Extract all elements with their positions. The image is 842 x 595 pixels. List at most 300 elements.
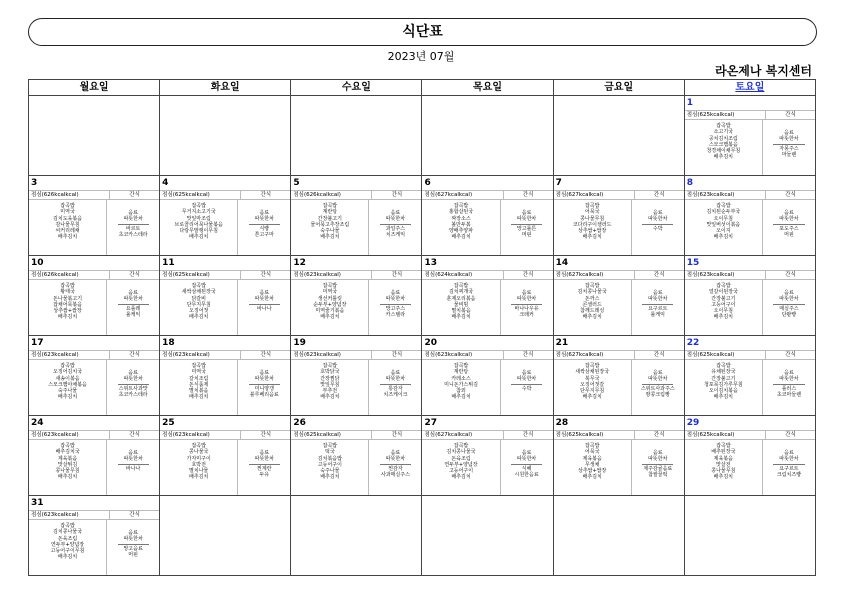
snack-menu	[763, 440, 815, 495]
snack-item: 두유	[259, 471, 270, 478]
menu-item: 배추김치	[713, 234, 733, 241]
menu-title: 식단표	[28, 18, 817, 46]
day-cell	[553, 176, 684, 256]
snack-item: 바나나	[125, 465, 141, 472]
day-number: 6	[422, 176, 552, 191]
menu-item: 떡국	[325, 449, 335, 456]
snack-item: 과일주스	[385, 225, 406, 232]
snack-label: 간식	[260, 192, 272, 198]
snack-label: 간식	[391, 192, 403, 198]
menu-item: 잡곡밥	[60, 203, 75, 209]
snack-divider	[118, 464, 149, 465]
snack-item: 음료	[784, 450, 794, 456]
menu-item: 물비빔	[453, 301, 469, 308]
menu-item: 돈나물볶고기	[53, 295, 83, 302]
menu-item: 배추김치	[57, 474, 78, 481]
menu-item: 배추김치	[57, 314, 78, 321]
day-number: 27	[422, 416, 552, 431]
menu-item: 감나물무침	[55, 221, 80, 228]
day-number: 11	[160, 256, 290, 271]
lunch-calorie-label: 점심(623kcalkcal)	[685, 191, 766, 199]
lunch-menu	[29, 520, 107, 575]
lunch-calorie-label: 점심(626kcalkcal)	[29, 271, 110, 279]
snack-divider	[642, 464, 673, 465]
lunch-calorie-label: 점심(627kcalkcal)	[554, 351, 635, 359]
day-cell	[684, 336, 815, 416]
menu-item: 배추김치	[451, 234, 471, 241]
menu-item: 미역국	[191, 369, 206, 376]
menu-item: 오이지	[716, 228, 731, 235]
empty-day-cell	[684, 496, 815, 576]
snack-label: 간식	[785, 192, 796, 198]
menu-item: 잡곡밥	[191, 363, 206, 369]
menu-item: 다랑무말랭이무침	[179, 228, 219, 235]
empty-day-cell	[160, 96, 291, 176]
snack-item: 따뜻한차	[385, 376, 406, 383]
menu-item: 김치된순두부국	[706, 209, 741, 216]
lunch-calorie-label: 점심(625kcalkcal)	[291, 431, 372, 439]
snack-label: 간식	[391, 272, 403, 278]
menu-item: 배추김치	[713, 394, 733, 401]
menu-item: 소고기국	[713, 129, 733, 136]
menu-item: 잡곡밥	[453, 443, 469, 449]
snack-item: 롤케익	[125, 311, 141, 318]
weekday-header: 수요일	[291, 80, 422, 96]
snack-item: 초코마들렌	[776, 391, 802, 398]
weekday-header: 금요일	[553, 80, 684, 96]
menu-item: 어묵국	[584, 209, 600, 216]
lunch-menu	[291, 440, 369, 495]
lunch-menu	[160, 200, 238, 255]
day-number: 26	[291, 416, 421, 431]
snack-divider	[511, 384, 542, 385]
snack-menu	[369, 360, 421, 415]
day-cell	[29, 176, 160, 256]
lunch-menu	[685, 280, 763, 335]
snack-item: 바나나	[257, 305, 272, 312]
menu-item: 단무지무침	[186, 301, 211, 308]
snack-item: 따뜻한차	[648, 296, 668, 303]
snack-item: 따뜻한차	[516, 376, 537, 383]
lunch-calorie-label: 점심(625kcalkcal)	[554, 431, 635, 439]
snack-item: 찐계란	[257, 465, 272, 472]
week-row	[29, 176, 816, 256]
menu-item: 상추쌈+쌈장	[53, 308, 82, 315]
snack-item: 망고롤튼	[516, 225, 537, 232]
snack-item: 요플레	[125, 305, 141, 312]
snack-item: 음료	[652, 210, 663, 216]
lunch-menu	[685, 200, 763, 255]
day-number: 13	[422, 256, 552, 271]
day-cell	[160, 416, 291, 496]
snack-item: 따뜻한차	[254, 296, 274, 303]
menu-item: 콩나물무침	[580, 215, 605, 222]
snack-item: 머핀	[784, 231, 794, 238]
menu-item: 연두부+양념장	[50, 541, 85, 548]
day-cell	[160, 336, 291, 416]
lunch-menu	[29, 280, 107, 335]
menu-item: 잡곡밥	[453, 203, 469, 209]
lunch-calorie-label: 점심(623kcalkcal)	[29, 511, 110, 519]
menu-item: 숙주나물	[57, 388, 78, 395]
snack-item: 음료	[259, 290, 270, 296]
menu-item: 숙주나물	[320, 228, 340, 235]
snack-label: 간식	[522, 352, 534, 358]
lunch-menu	[554, 280, 632, 335]
menu-item: 배추김치	[582, 314, 602, 321]
lunch-menu	[554, 360, 632, 415]
day-cell	[291, 256, 422, 336]
snack-label: 간식	[129, 352, 140, 358]
lunch-menu	[160, 440, 238, 495]
menu-item: 참외	[456, 388, 466, 395]
lunch-calorie-label: 점심(623kcalkcal)	[291, 351, 372, 359]
snack-item: 음료	[128, 210, 138, 216]
snack-item: 따뜻한차	[254, 376, 274, 383]
snack-divider	[118, 224, 149, 225]
day-cell	[160, 256, 291, 336]
snack-menu	[107, 200, 159, 255]
menu-item: 배추김치	[320, 394, 340, 401]
day-cell	[29, 416, 160, 496]
day-number: 18	[160, 336, 290, 351]
snack-item: 수박	[521, 385, 532, 392]
snack-label: 간식	[260, 272, 272, 278]
snack-menu	[632, 440, 684, 495]
menu-item: 상추쌈+쌈장	[578, 228, 607, 235]
lunch-menu	[422, 200, 500, 255]
snack-item: 음료	[784, 210, 794, 216]
menu-item: 양배추양파	[448, 228, 474, 235]
lunch-calorie-label: 점심(627kcalkcal)	[554, 191, 635, 199]
menu-item: 어묵국	[584, 449, 600, 456]
snack-item: 음료	[390, 450, 401, 456]
snack-divider	[773, 384, 804, 385]
snack-divider	[773, 304, 804, 305]
menu-item: 잡곡밥	[322, 283, 338, 289]
week-row	[29, 416, 816, 496]
day-cell	[422, 256, 553, 336]
lunch-menu	[291, 280, 369, 335]
lunch-menu	[685, 440, 763, 495]
lunch-calorie-label: 점심(625kcalkcal)	[685, 111, 766, 119]
snack-divider	[249, 384, 280, 385]
day-number: 7	[554, 176, 684, 191]
snack-item: 따뜻한차	[254, 456, 274, 463]
menu-item: 잡곡밥	[60, 523, 75, 529]
lunch-calorie-label: 점심(625kcalkcal)	[160, 271, 241, 279]
menu-item: 잡곡밥	[716, 443, 731, 449]
snack-menu	[632, 360, 684, 415]
menu-item: 배추김치	[451, 314, 471, 321]
snack-item: 따뜻한차	[779, 216, 799, 223]
snack-label: 간식	[391, 432, 403, 438]
snack-item: 따뜻한차	[123, 296, 143, 303]
snack-item: 스위트사과맛	[118, 385, 148, 392]
day-cell	[553, 416, 684, 496]
snack-item: 바르토	[125, 225, 141, 232]
weekday-header: 월요일	[29, 80, 160, 96]
snack-item: 음료	[784, 370, 794, 376]
menu-item: 청경채이채무침	[706, 148, 741, 155]
snack-item: 수박	[652, 225, 663, 232]
snack-label: 간식	[391, 352, 403, 358]
menu-item: 새송이볶음	[55, 375, 80, 382]
menu-item: 얼갈이된장국	[708, 289, 738, 296]
menu-item: 훈제오리볶음	[446, 295, 476, 302]
empty-day-cell	[291, 496, 422, 576]
day-number: 1	[685, 96, 815, 111]
snack-item: 음료	[259, 370, 270, 376]
day-number: 29	[685, 416, 815, 431]
menu-item: 미니돈가스튀김	[444, 381, 478, 388]
menu-item: 잡곡밥	[453, 363, 469, 369]
menu-item: 브로콜리어묵나물볶음	[174, 221, 223, 228]
lunch-calorie-label: 점심(626kcalkcal)	[29, 191, 110, 199]
snack-item: 찹쌀꿀떡	[648, 471, 668, 478]
snack-item: 음료	[784, 130, 794, 136]
snack-divider	[380, 304, 411, 305]
snack-divider	[642, 304, 673, 305]
weekday-header: 화요일	[160, 80, 291, 96]
menu-item: 볼만두볶	[451, 221, 471, 228]
weekday-header: 토요일	[684, 80, 815, 96]
snack-label: 간식	[129, 512, 140, 518]
snack-item: 크림치즈빵	[776, 471, 802, 478]
snack-label: 간식	[129, 192, 140, 198]
menu-item: 잡곡밥	[453, 283, 469, 289]
day-cell	[291, 336, 422, 416]
lunch-calorie-label: 점심(623kcalkcal)	[29, 351, 110, 359]
lunch-calorie-label: 점심(627kcalkcal)	[422, 191, 503, 199]
menu-item: 간장불고기	[317, 215, 342, 222]
snack-label: 간식	[653, 192, 665, 198]
menu-item: 김치도육볶음	[53, 215, 83, 222]
snack-item: 머핀	[521, 231, 532, 238]
snack-item: 음료	[652, 450, 663, 456]
menu-item: 간장불고기	[711, 375, 736, 382]
day-cell	[684, 256, 815, 336]
menu-item: 제육볶음	[713, 455, 733, 462]
lunch-calorie-label: 점심(625kcalkcal)	[685, 351, 766, 359]
empty-day-cell	[160, 496, 291, 576]
menu-item: 배추김치	[57, 394, 78, 401]
snack-divider	[642, 384, 673, 385]
lunch-calorie-label: 점심(625kcalkcal)	[160, 191, 241, 199]
snack-menu	[632, 280, 684, 335]
menu-item: 계란탕	[322, 209, 338, 216]
snack-item: 따뜻한차	[516, 296, 537, 303]
week-row	[29, 336, 816, 416]
day-cell	[422, 416, 553, 496]
menu-item: 고등어구이	[711, 301, 736, 308]
menu-item: 숙주나물	[320, 468, 340, 475]
snack-item: 시원한음료	[514, 471, 539, 478]
snack-divider	[642, 224, 673, 225]
snack-menu	[369, 280, 421, 335]
snack-item: 치즈케익	[385, 231, 406, 238]
snack-item: 찐감자	[388, 465, 403, 472]
menu-item: 잡곡밥	[716, 363, 731, 369]
snack-item: 음료	[390, 370, 401, 376]
snack-divider	[773, 144, 804, 145]
menu-item: 홍합살된국	[448, 209, 474, 216]
menu-item: 청포묵김가루무침	[704, 381, 743, 388]
snack-item: 따뜻한차	[779, 296, 799, 303]
empty-day-cell	[422, 96, 553, 176]
day-number: 25	[160, 416, 290, 431]
snack-item: 따뜻한차	[385, 296, 406, 303]
menu-item: 오징어젓	[189, 308, 209, 315]
day-number: 22	[685, 336, 815, 351]
day-number: 24	[29, 416, 159, 431]
menu-item: 맛살튀김	[57, 461, 78, 468]
lunch-menu	[685, 120, 763, 175]
snack-item: 따뜻한차	[123, 216, 143, 223]
empty-day-cell	[553, 496, 684, 576]
menu-item: 김치찌개국	[448, 289, 474, 296]
menu-item: 생선커틀릿	[317, 295, 342, 302]
snack-label: 간식	[785, 112, 796, 118]
menu-item: 유채된장국	[711, 369, 736, 376]
day-number: 5	[291, 176, 421, 191]
snack-item: 플러스	[781, 385, 797, 392]
snack-item: 음료	[128, 530, 138, 536]
menu-item: 잡곡밥	[584, 443, 600, 449]
snack-item: 따뜻한차	[648, 216, 668, 223]
menu-item: 배추된장국	[711, 449, 736, 456]
snack-divider	[773, 464, 804, 465]
snack-item: 따뜻한차	[648, 376, 668, 383]
menu-item: 부추전	[322, 388, 338, 395]
snack-label: 간식	[129, 432, 140, 438]
snack-item: 음료	[390, 290, 401, 296]
snack-label: 간식	[522, 272, 534, 278]
menu-item: 잡곡밥	[60, 443, 75, 449]
snack-item: 음료	[521, 210, 532, 216]
day-cell	[291, 416, 422, 496]
snack-item: 식혜	[521, 465, 532, 472]
snack-item: 음료	[128, 370, 138, 376]
menu-item: 잡곡밥	[60, 283, 75, 289]
lunch-calorie-label: 점심(623kcalkcal)	[29, 431, 110, 439]
menu-item: 카레소스	[451, 375, 471, 382]
snack-item: 롤케익	[650, 311, 665, 318]
menu-item: 오이무침	[713, 308, 733, 315]
snack-divider	[118, 544, 149, 545]
snack-menu	[632, 200, 684, 255]
menu-item: 잡곡밥	[60, 363, 75, 369]
snack-menu	[107, 280, 159, 335]
snack-item: 음료	[128, 450, 138, 456]
lunch-calorie-label: 점심(627kcalkcal)	[554, 271, 635, 279]
menu-item: 코다리구이샐러드	[572, 221, 612, 228]
snack-item: 음료	[652, 370, 663, 376]
day-cell	[29, 496, 160, 576]
snack-item: 포도주스	[779, 225, 799, 232]
snack-item: 따뜻한차	[516, 216, 537, 223]
menu-item: 씨커리레채	[55, 228, 80, 235]
snack-item: 치즈케이크	[383, 391, 408, 398]
snack-item: 바나나우유	[514, 305, 539, 312]
snack-divider	[511, 464, 542, 465]
snack-divider	[118, 384, 149, 385]
snack-item: 음료	[521, 290, 532, 296]
lunch-calorie-label: 점심(625kcalkcal)	[685, 431, 766, 439]
menu-item: 잡곡밥	[322, 443, 338, 449]
menu-item: 오이무침	[713, 215, 733, 222]
lunch-menu	[291, 200, 369, 255]
menu-item: 북무국	[584, 375, 600, 382]
snack-menu	[763, 360, 815, 415]
menu-item: 잡곡밥	[191, 283, 206, 289]
snack-item: 쫀고구마	[254, 231, 274, 238]
menu-item: 배추김치	[189, 474, 209, 481]
snack-label: 간식	[260, 432, 272, 438]
snack-menu	[238, 280, 290, 335]
menu-item: 오징어젓갈	[580, 381, 605, 388]
menu-item: 제육볶음	[582, 455, 602, 462]
lunch-calorie-label: 점심(623kcalkcal)	[160, 351, 241, 359]
day-number: 17	[29, 336, 159, 351]
menu-item: 물어묵고추장조림	[310, 221, 350, 228]
menu-item: 맛잎무침	[320, 381, 340, 388]
menu-item: 잡곡밥	[716, 283, 731, 289]
snack-label: 간식	[522, 432, 534, 438]
week-row	[29, 256, 816, 336]
menu-item: 고등어구이	[448, 468, 474, 475]
menu-item: 짜장소스	[451, 215, 471, 222]
snack-label: 간식	[129, 272, 140, 278]
menu-item: 배추김치	[57, 234, 78, 241]
menu-item: 가자미구이	[186, 455, 211, 462]
snack-item: 요구르트	[648, 305, 668, 312]
lunch-calorie-label: 점심(623kcalkcal)	[291, 271, 372, 279]
menu-item: 돈육조림	[451, 455, 471, 462]
day-cell	[422, 336, 553, 416]
menu-item: 콘샐러드	[582, 301, 602, 308]
menu-item: 배추김치	[582, 474, 602, 481]
snack-label: 간식	[522, 192, 534, 198]
snack-menu	[501, 360, 553, 415]
snack-item: 따뜻한차	[123, 456, 143, 463]
snack-item: 음료	[784, 290, 794, 296]
snack-item: 따뜻한차	[779, 376, 799, 383]
menu-item: 배추김치국	[55, 449, 80, 456]
lunch-menu	[29, 200, 107, 255]
menu-item: 간장불고기	[711, 295, 736, 302]
snack-item: 스위트사과주스	[640, 385, 675, 392]
menu-item: 스모크햄볶음	[708, 141, 738, 148]
day-number: 20	[422, 336, 552, 351]
menu-item: 배추김치	[189, 394, 209, 401]
snack-item: 통감자	[388, 385, 403, 392]
snack-menu	[238, 440, 290, 495]
menu-item: 잡곡밥	[584, 203, 600, 209]
snack-divider	[380, 384, 411, 385]
snack-item: 음료	[521, 370, 532, 376]
day-cell	[29, 256, 160, 336]
meal-calendar	[28, 79, 816, 576]
snack-label: 간식	[653, 352, 665, 358]
snack-menu	[501, 200, 553, 255]
menu-item: 배추김치	[713, 314, 733, 321]
menu-item: 맛잎버섯이볶음	[706, 221, 741, 228]
empty-day-cell	[29, 96, 160, 176]
menu-item: 단무지무침	[580, 388, 605, 395]
menu-item: 돈식품제	[189, 381, 209, 388]
snack-label: 간식	[653, 272, 665, 278]
